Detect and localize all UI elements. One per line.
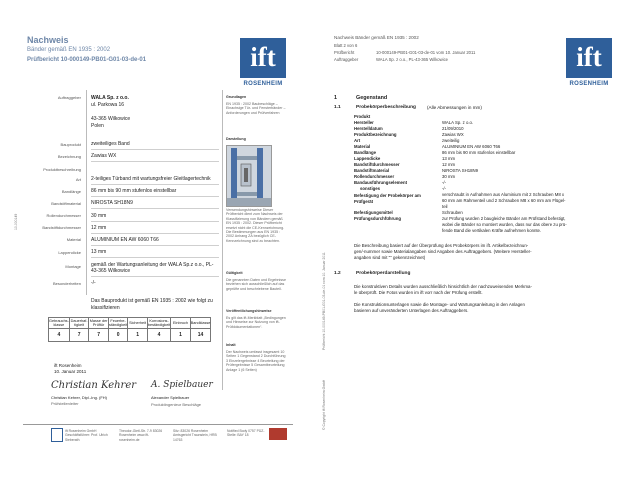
class-value: 14 [190, 329, 211, 342]
spec-value: zweiteilig [442, 138, 460, 143]
spec-label: sonstiges [360, 186, 381, 191]
signatory-role: Prüfstellenleiter [51, 401, 79, 406]
spec-value: ALUMINIUM EN AW 6060 T66 [442, 144, 501, 149]
spec-value-line: teil [442, 204, 448, 209]
side-code: 10-000149 [14, 213, 18, 230]
page-title: Nachweis [27, 35, 69, 45]
sidebar-heading: Veröffentlichungshinweise [226, 309, 272, 313]
field-underline [91, 184, 219, 185]
spec-value-line: zur Prüfung wurden 2 baugleiche Bänder am Prüfstand befestigt, [442, 216, 566, 221]
field-underline [91, 208, 219, 209]
spec-label: Hersteller [354, 120, 374, 125]
signature-script: Christian Kehrer [51, 380, 137, 391]
field-value: -/- [91, 280, 96, 286]
label-divider [86, 90, 87, 295]
spec-label: Bandstiftmaterial [354, 168, 390, 173]
field-underline [91, 149, 219, 150]
field-label: Bauprodukt [60, 142, 81, 147]
report-number: 10-000149-PB01-G01-03-de-01 vom 10. Januar 2011 [376, 50, 476, 55]
footer-text: Notified Body 0757 PÜZ-Stelle: BAY 18 [227, 429, 265, 438]
spec-value: 21/09/2010 [442, 126, 464, 131]
ift-logo [566, 38, 612, 90]
section-note: (Alle Abmessungen in mm) [427, 105, 482, 110]
logo-subtext: ROSENHEIM [243, 81, 283, 87]
signature-script: A. Spielbauer [151, 380, 213, 390]
client-line: Polen [91, 123, 104, 129]
class-value: 4 [49, 329, 70, 342]
classification-table [48, 317, 211, 342]
spec-label: Produkt [354, 114, 371, 119]
signatory-name: Christian Kehrer, Dipl.-Ing. (FH) [51, 395, 108, 400]
sidebar-text: Die genannten Daten und Ergebnisse beziehen sich ausschließlich auf das geprüfte und beschriebene Bauteil. [226, 278, 286, 291]
spec-value-line: verschraubt in Aufnahmen aus Aluminium mit 2 Schrauben M8 x [442, 192, 565, 197]
sidebar-heading: Grundlagen [226, 95, 247, 99]
footer-rule [23, 424, 293, 425]
sidebar-text: Verwendungshinweise Dieser Prüfbericht dient zum Nachweis der Klassifizierung von Bändern gemäß EN 1935 : 2002. Dieser Prüfbericht ersetzt nicht die CE-Kennzeichnung. Die Bestimmungen aus EN 1935 : 2002 Anhang ZA bezüglich CE-Kennzeichnung sind zu beachten. [226, 208, 285, 243]
spec-value: WALA Sp. z o.o. [442, 120, 474, 125]
sidebar-heading: Darstellung [226, 137, 246, 141]
footer-text: Sitz: 83026 Rosenheim Amtsgericht Traunstein, HRB 14763 [173, 429, 217, 442]
class-header: Masse der Prüftür [89, 319, 108, 327]
ift-door-icon [51, 428, 63, 442]
spec-value-line: Schrauben [442, 210, 463, 215]
client-label: Auftraggeber [57, 95, 81, 100]
spec-label: Lappendicke [354, 156, 381, 161]
hinge-test-rig-icon [227, 146, 271, 206]
class-value: 4 [147, 329, 170, 342]
class-header: Bandklasse [190, 318, 211, 329]
field-value: 2-teiliges Türband mit wartungsfreier Gleitlagertechnik [91, 176, 211, 182]
class-header: Korrosions-beständigkeit [147, 319, 171, 327]
issue-place: ift Rosenheim [54, 363, 82, 368]
client-line: ul. Parkowa 16 [91, 102, 125, 108]
spec-value: 86 mm bis 90 mm stufenlos einstellbar [442, 150, 516, 155]
spec-value: 30 mm [442, 174, 456, 179]
specimen-photo [226, 145, 272, 207]
sidebar-text: Der Nachweis umfasst insgesamt 10 Seiten 1 Gegenstand 2 Durchführung 3 Einzelergebnisse 4 Beurteilung der Prüfergebnisse 5 Gesamtbeurteilung Anlage 1 (6 Seiten) [226, 350, 286, 372]
client-label: Auftraggeber [334, 57, 359, 62]
section-title: Gegenstand [356, 95, 388, 101]
section-title: Probekörperdarstellung [356, 271, 411, 276]
class-header: Feuerbe-ständigkeit [109, 319, 128, 327]
logo-text: ift [250, 42, 276, 72]
field-label: Besonderheiten [52, 281, 81, 286]
field-label: Bezeichnung [57, 154, 81, 159]
field-underline [91, 221, 219, 222]
paragraph-line: basieren auf unveränderten Unterlagen des Auftraggebers. [354, 308, 469, 313]
spec-label: Befestigung der Probekörper am Prüfgerät [354, 193, 421, 204]
client-line: 43-365 Wilkowice [91, 116, 131, 122]
spec-label: Herstelldatum [354, 126, 383, 131]
sidebar-heading: Inhalt [226, 343, 236, 347]
section-title: Probekörperbeschreibung [356, 105, 416, 110]
spec-label: Material [354, 144, 371, 149]
page-subtitle: Bänder gemäß EN 1935 : 2002 [27, 47, 111, 53]
field-label: Bandstiftdurchmesser [42, 225, 81, 230]
classification-intro: Das Bauprodukt ist gemäß EN 1935 : 2002 wie folgt zu klassifizieren [91, 298, 213, 311]
paragraph-line: Die konstruktiven Details wurden ausschließlich hinsichtlich der nachzuweisenden Merkma- [354, 284, 532, 289]
field-value: ALUMINIUM EN AW 6060 T66 [91, 237, 159, 243]
field-label: Art [75, 177, 81, 182]
client-value: WALA Sp. z o.o., PL-43-365 Wilkowice [376, 57, 448, 62]
spec-value-line: wobei die Bänder so montiert wurden, dass nur das obere zu prü- [442, 222, 567, 227]
paragraph-line: gen/-nummer sowie Materialangaben sind Angaben des Auftraggebers. (Weitere Hersteller- [354, 249, 532, 254]
field-underline [91, 196, 219, 197]
field-underline [91, 233, 219, 234]
class-header: Dauerhaf-tigkeit [70, 319, 88, 327]
field-label: Bandlänge [61, 189, 81, 194]
description-paragraph [354, 243, 532, 261]
class-value: 0 [108, 329, 128, 342]
field-value: zweiteiliges Band [91, 141, 130, 147]
report-number: Prüfbericht 10-000149-PB01-G01-03-de-01 [27, 57, 147, 63]
field-underline [91, 276, 219, 277]
paragraph-line: angaben sind mit "" gekennzeichnet) [354, 255, 426, 260]
field-label: Montage [65, 264, 81, 269]
signatory-role: Produktingenieur Beschläge [151, 402, 202, 407]
field-label: Bandstiftmaterial [51, 201, 81, 206]
field-value: 86 mm bis 90 mm stufenlos einstellbar [91, 188, 177, 194]
page-number: Blatt 2 von 6 [334, 43, 358, 48]
section-number: 1 [334, 95, 337, 101]
spec-value: 12 mm [442, 162, 456, 167]
field-value: gemäß der Wartungsanleitung der WALA Sp.z o.o., PL-43-365 Wilkowice [91, 262, 214, 274]
documents-paragraph [354, 302, 525, 314]
client-line: WALA Sp. z o.o. [91, 95, 129, 101]
field-value: NIROSTA SH18N9 [91, 200, 133, 206]
spec-value: Zawias WX [442, 132, 464, 137]
class-header: Einbruch [171, 318, 191, 329]
sidebar-text: Es gilt das ift-Merkblatt „Bedingungen und Hinweise zur Nutzung von ift-Prüfdokumentationen“. [226, 316, 286, 329]
spec-value-line: fende Band die vertikalen Kräfte aufnehmen konnte. [442, 228, 542, 233]
field-label: Produktbeschreibung [43, 167, 81, 172]
left-document-page [11, 10, 314, 468]
spec-label: Art [354, 138, 361, 143]
issue-date: 10. Januar 2011 [54, 369, 87, 374]
field-value: 12 mm [91, 225, 107, 231]
signatory-name: Alexander Spielbauer [151, 395, 190, 400]
field-value: Zawias WX [91, 153, 117, 159]
field-label: Lappendicke [58, 250, 81, 255]
logo-text: ift [576, 42, 602, 72]
ift-logo [240, 38, 286, 90]
class-value: 7 [69, 329, 89, 342]
section-number: 1.1 [334, 105, 341, 110]
class-header: Gebrauchs-klasse [49, 319, 69, 327]
field-underline [91, 161, 219, 162]
class-value: 1 [171, 329, 191, 342]
sidebar-text: EN 1935 : 2002 Baubeschläge – Einachsige Tür- und Fensterbänder – Anforderungen und Prüfverfahren [226, 102, 286, 115]
field-value: 30 mm [91, 213, 107, 219]
spec-label: Prüfungsdurchführung [354, 216, 402, 221]
spec-label: Rollendurchmesser [354, 174, 395, 179]
side-note: © Copyright ift Rosenheim GmbH [322, 379, 326, 430]
spec-label: Bandstiftdurchmesser [354, 162, 400, 167]
field-value: 13 mm [91, 249, 107, 255]
accreditation-logo-icon [269, 428, 287, 440]
sidebar-heading: Gültigkeit [226, 271, 243, 275]
page-header-title: Nachweis Bänder gemäß EN 1935 : 2002 [334, 35, 419, 40]
spec-value: -/- [442, 186, 447, 191]
class-value: 1 [128, 329, 148, 342]
paragraph-line: Die Beschreibung basiert auf der Überprüfung des Probekörpers im ift. Artikelbezeichnun- [354, 243, 529, 248]
sidebar-divider [222, 90, 223, 390]
class-header: Sicherheit [128, 318, 148, 329]
details-paragraph [354, 284, 532, 296]
field-label: Material [66, 237, 81, 242]
spec-label: Bandausführungselement [354, 180, 408, 185]
side-note: Prüfbericht 10-000149-PB01-G01-03-de-01 vom 10. Januar 2011 [322, 252, 326, 350]
spec-label: Bandlänge [354, 150, 376, 155]
spec-value: -/- [442, 180, 447, 185]
spec-label: Befestigungsmittel [354, 210, 393, 215]
right-document-page [320, 10, 632, 468]
field-label: Rollendurchmesser [46, 213, 81, 218]
spec-label: Produktbezeichnung [354, 132, 397, 137]
report-label: Prüfbericht [334, 50, 355, 55]
paragraph-line: Die Konstruktionsunterlagen sowie die Montage- und Wartungsanleitung in den Anlagen [354, 302, 525, 307]
spec-value: 13 mm [442, 156, 456, 161]
spec-value-line: 60 mm am Rahmenteil und 2 Schrauben M8 x 60 mm am Flügel- [442, 198, 566, 203]
paragraph-line: le überprüft. Die Fotos wurden im ift vorr nach der Prüfung erstellt. [354, 290, 483, 295]
footer-text: ift Rosenheim GmbH Geschäftsführer: Prof. Ulrich Sieberath [65, 429, 108, 442]
field-underline [91, 257, 219, 258]
field-underline [91, 245, 219, 246]
footer-text: Theodor-Gietl-Str. 7-9 83026 Rosenheim www.ift-rosenheim.de [119, 429, 163, 442]
logo-subtext: ROSENHEIM [569, 81, 609, 87]
spec-value: NIROSTA SH18N9 [442, 168, 478, 173]
section-number: 1.2 [334, 271, 341, 276]
class-value: 7 [89, 329, 109, 342]
